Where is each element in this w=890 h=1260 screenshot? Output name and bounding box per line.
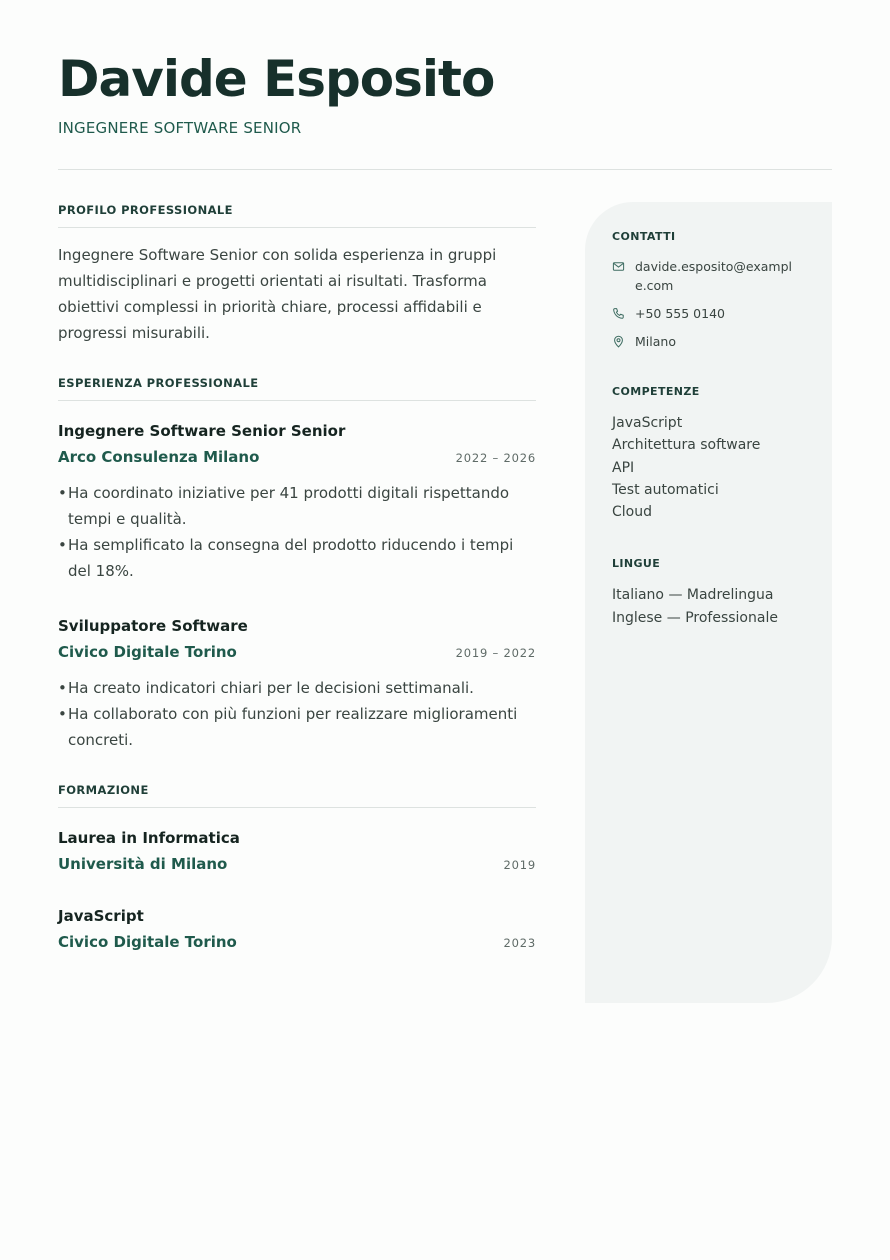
- contact-location-text: Milano: [635, 334, 676, 349]
- skill-item: Test automatici: [612, 481, 719, 498]
- language-item: Italiano — Madrelingua: [612, 587, 774, 604]
- section-title-profile: PROFILO PROFESSIONALE: [58, 203, 536, 228]
- education-entry: [58, 828, 536, 873]
- profile-text: Ingegnere Software Senior con solida esperienza in gruppi multidisciplinari e progetti orientati ai risultati. Trasforma obiettivi complessi in priorità chiare, processi affidabili e progressi misurabili.: [58, 246, 497, 342]
- job-bullet: • Ha creato indicatori chiari per le decisioni settimanali.: [58, 675, 536, 701]
- profile-section: [58, 203, 536, 346]
- contact-phone: [612, 304, 806, 323]
- section-title-languages: LINGUE: [612, 557, 661, 571]
- job-bullets: [58, 480, 536, 584]
- location-pin-icon: [612, 335, 625, 348]
- job-bullet: • Ha collaborato con più funzioni per realizzare miglioramenti concreti.: [58, 701, 536, 753]
- skills-list: [612, 412, 806, 523]
- resume-header: [58, 48, 832, 137]
- education-school: Civico Digitale Torino: [58, 933, 237, 951]
- job-bullet: • Ha semplificato la consegna del prodotto riducendo i tempi del 18%.: [58, 532, 536, 584]
- skill-item: API: [612, 459, 635, 476]
- section-title-skills: COMPETENZE: [612, 385, 700, 398]
- contact-email-text[interactable]: davide.esposito@example.com: [635, 259, 792, 293]
- language-item: Inglese — Professionale: [612, 609, 778, 626]
- contact-email: [612, 257, 806, 295]
- education-degree: Laurea in Informatica: [58, 829, 240, 847]
- contacts-section: [612, 230, 806, 351]
- education-section: [58, 783, 536, 951]
- candidate-name: Davide Esposito: [58, 50, 495, 108]
- skills-section: [612, 385, 806, 523]
- job-dates: 2019 – 2022: [455, 646, 536, 660]
- job-title: Sviluppatore Software: [58, 617, 248, 635]
- experience-section: [58, 376, 536, 753]
- section-title-contacts: CONTATTI: [612, 230, 676, 243]
- contact-phone-text[interactable]: +50 555 0140: [635, 306, 725, 321]
- sidebar: [585, 202, 832, 1003]
- job-entry: [58, 616, 536, 753]
- skill-item: Architettura software: [612, 437, 761, 454]
- candidate-role: INGEGNERE SOFTWARE SENIOR: [58, 119, 302, 137]
- education-degree: JavaScript: [58, 907, 144, 925]
- job-bullets: [58, 675, 536, 753]
- phone-icon: [612, 307, 625, 320]
- job-entry: [58, 421, 536, 584]
- education-year: 2023: [503, 936, 536, 950]
- languages-section: [612, 557, 806, 629]
- skill-item: JavaScript: [612, 415, 683, 431]
- education-school: Università di Milano: [58, 855, 228, 873]
- section-title-education: FORMAZIONE: [58, 783, 536, 808]
- contact-location: [612, 332, 806, 351]
- header-divider: [58, 169, 832, 170]
- mail-icon: [612, 260, 625, 273]
- skill-item: Cloud: [612, 504, 652, 521]
- job-company: Arco Consulenza Milano: [58, 448, 260, 466]
- job-bullet: • Ha coordinato iniziative per 41 prodotti digitali rispettando tempi e qualità.: [58, 480, 536, 532]
- main-column: [58, 203, 536, 951]
- job-company: Civico Digitale Torino: [58, 643, 237, 661]
- education-year: 2019: [503, 858, 536, 872]
- job-dates: 2022 – 2026: [455, 451, 536, 465]
- languages-list: [612, 584, 806, 629]
- job-title: Ingegnere Software Senior Senior: [58, 422, 346, 440]
- education-entry: [58, 906, 536, 951]
- section-title-experience: ESPERIENZA PROFESSIONALE: [58, 376, 536, 401]
